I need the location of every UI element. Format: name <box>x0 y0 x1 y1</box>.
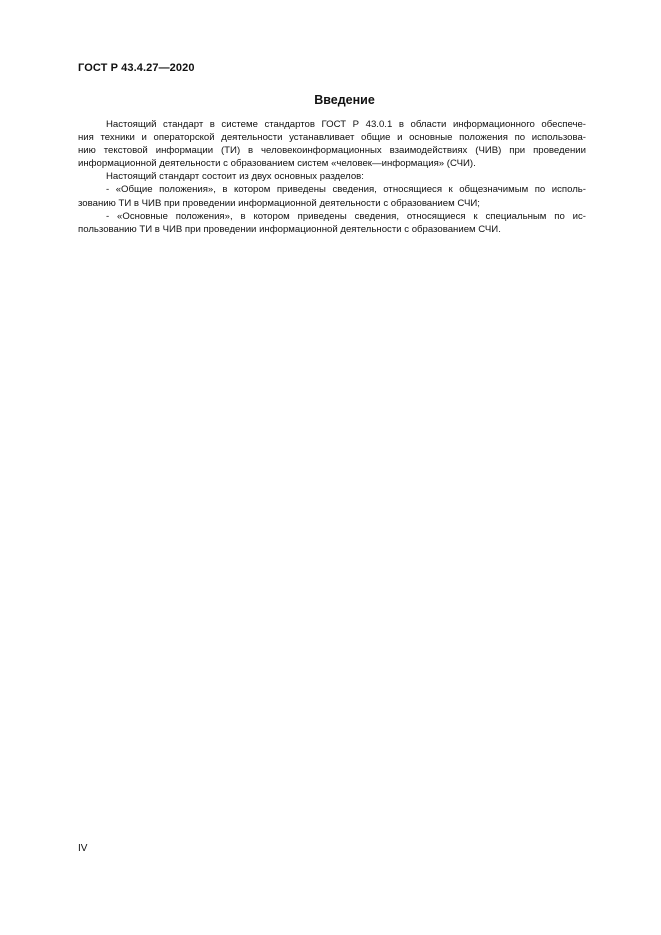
text-line: информационной деятельности с образованием систем «человек—информация» (СЧИ). <box>78 158 476 170</box>
section-title: Введение <box>314 93 375 107</box>
text-line: ния техники и операторской деятельности устанавливает общие и основные положения по использова- <box>78 132 586 144</box>
text-line: зованию ТИ в ЧИВ при проведении информационной деятельности с образованием СЧИ; <box>78 197 480 209</box>
text-line: - «Основные положения», в котором приведены сведения, относящиеся к специальным по ис- <box>106 210 586 222</box>
page-number: IV <box>78 843 88 854</box>
body-text <box>78 118 586 236</box>
list-item-main <box>78 210 586 236</box>
document-code: ГОСТ Р 43.4.27—2020 <box>78 62 195 74</box>
text-line: пользованию ТИ в ЧИВ при проведении информационной деятельности с образованием СЧИ. <box>78 223 501 235</box>
paragraph-structure <box>78 170 586 183</box>
text-line: - «Общие положения», в котором приведены сведения, относящиеся к общезначимым по исполь- <box>106 184 586 196</box>
paragraph-intro <box>78 118 586 170</box>
text-line: нию текстовой информации (ТИ) в человекоинформационных взаимодействиях (ЧИВ) при проведении <box>78 145 586 157</box>
text-line: Настоящий стандарт в системе стандартов ГОСТ Р 43.0.1 в области информационного обеспече- <box>106 119 586 130</box>
text-line: Настоящий стандарт состоит из двух основных разделов: <box>106 171 364 183</box>
list-item-general <box>78 183 586 209</box>
